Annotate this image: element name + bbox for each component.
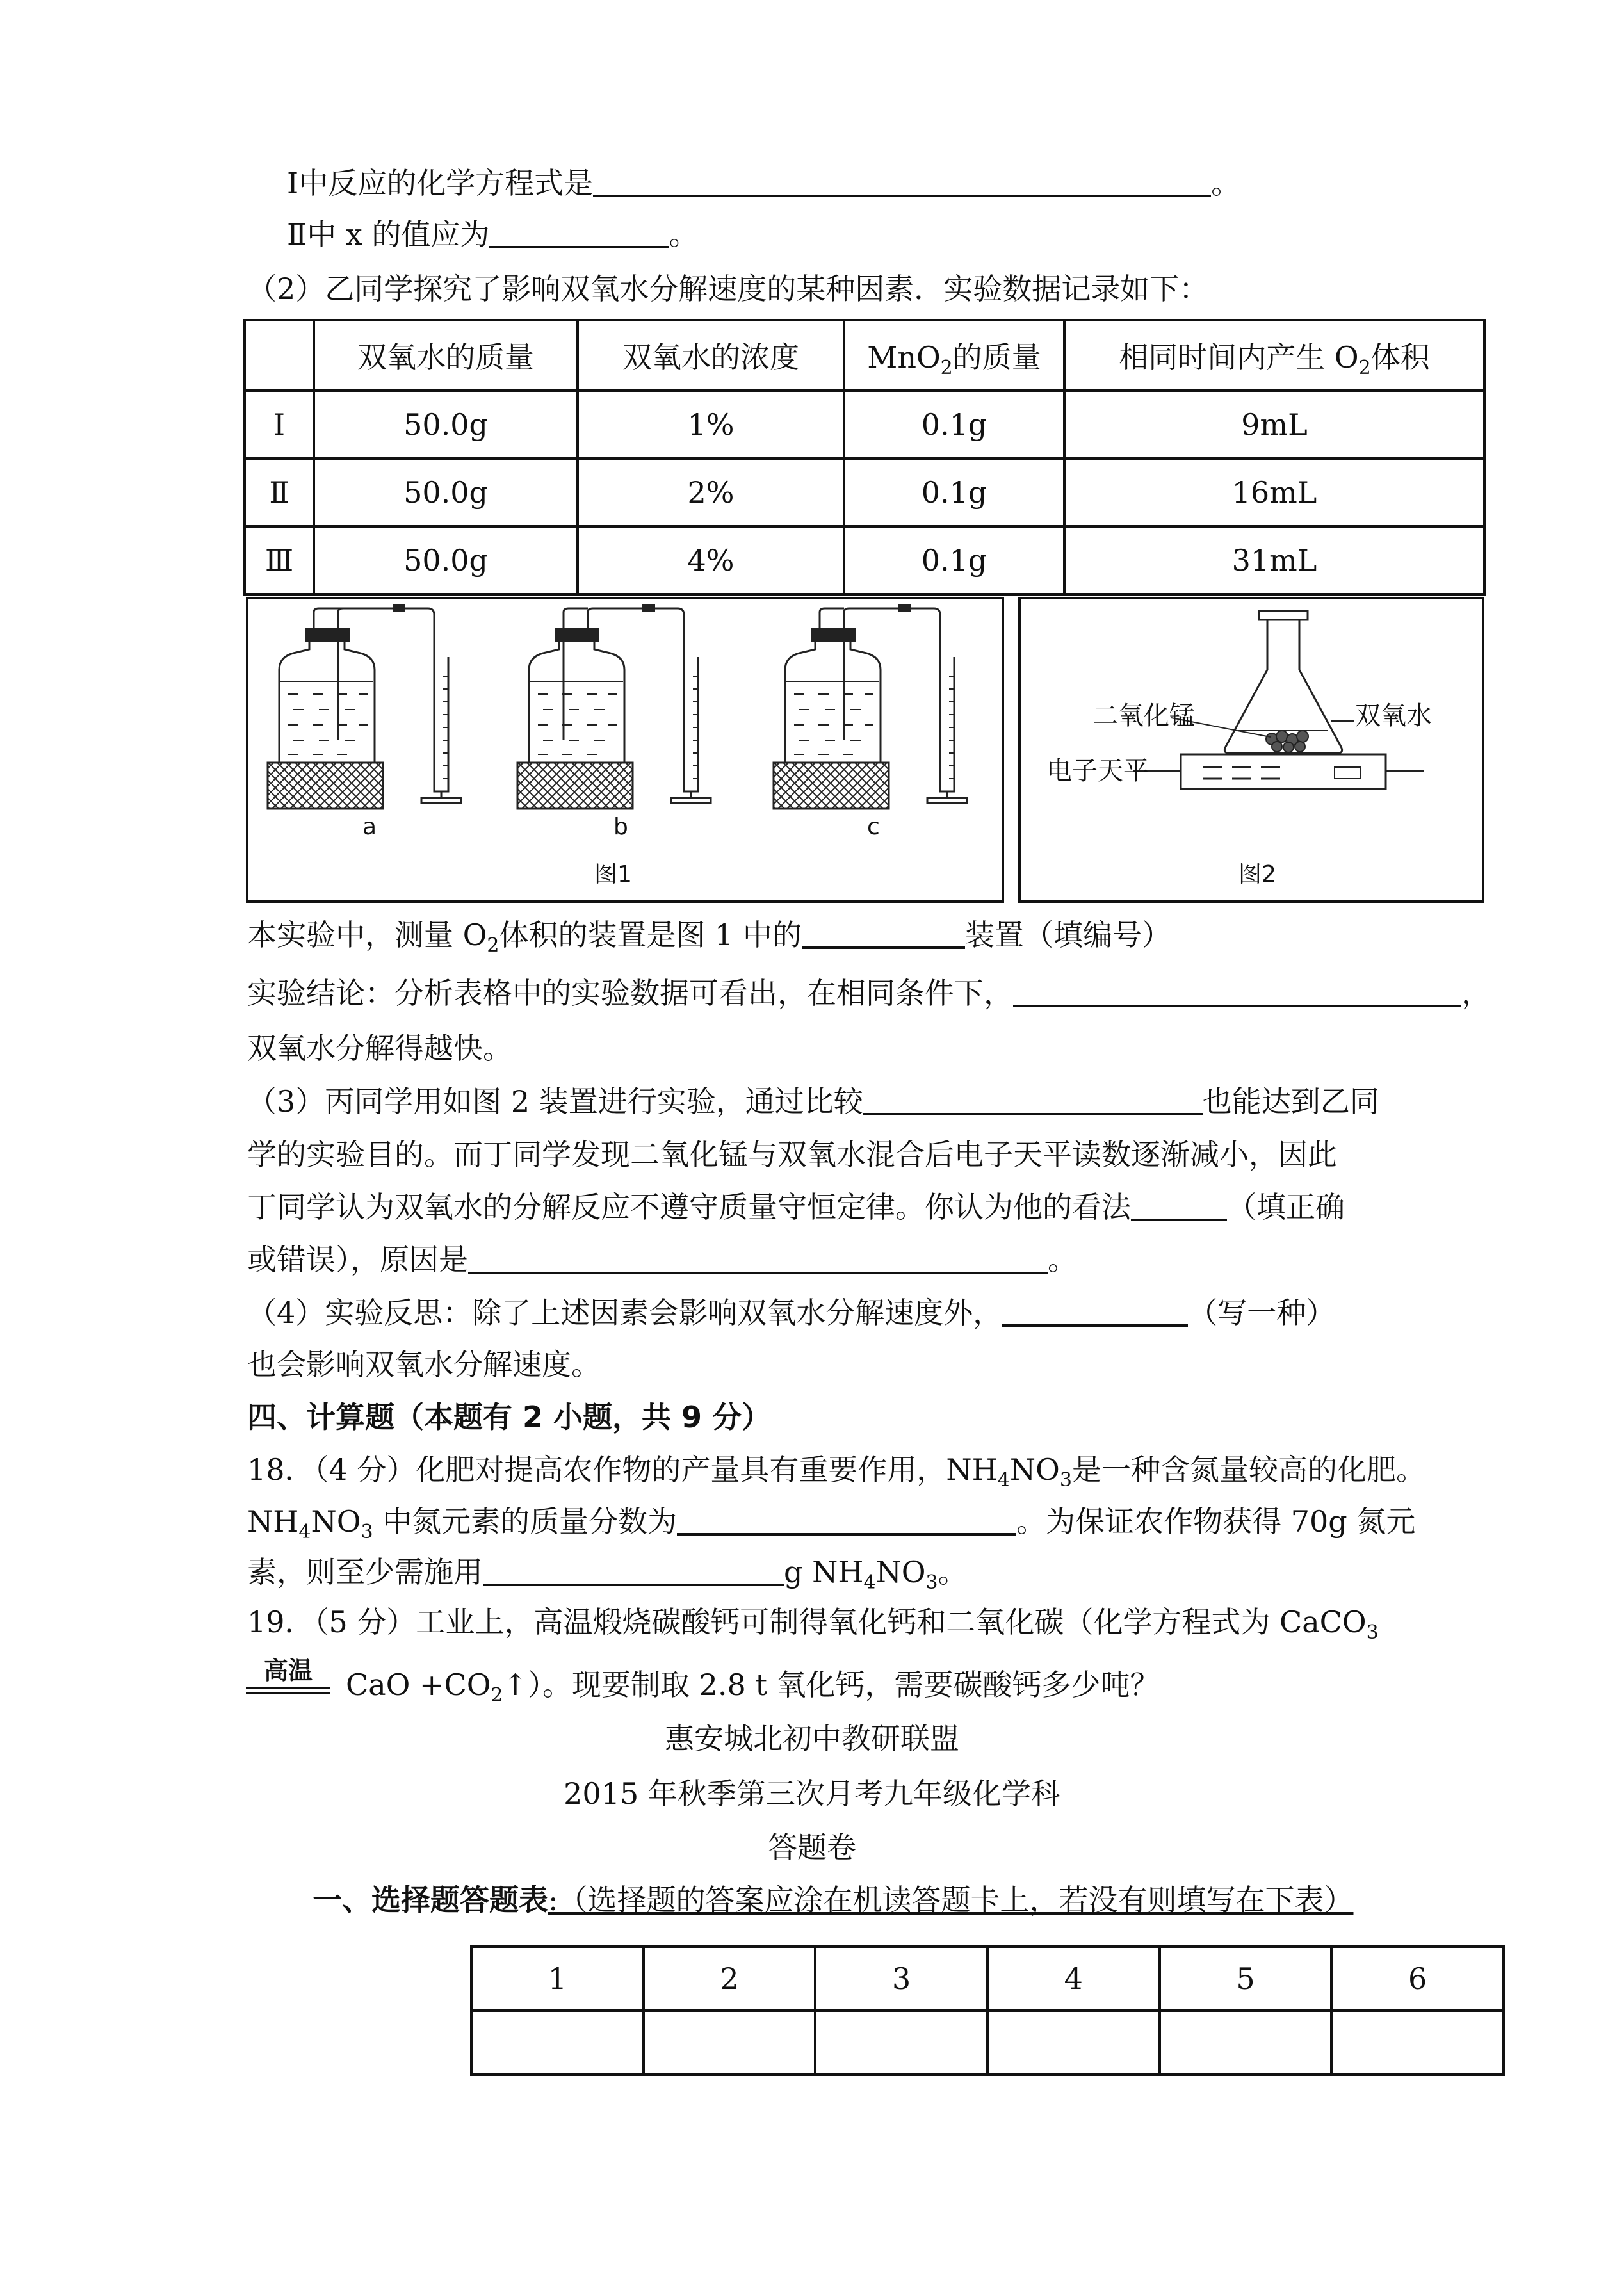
- q19-line-1: 19．（5 分）工业上，高温煅烧碳酸钙可制得氧化钙和二氧化碳（化学方程式为 CaCO$_3$: [247, 1605, 1379, 1644]
- header-mass: 双氧水的质量: [314, 320, 578, 391]
- cell-concentration: 4%: [578, 526, 844, 594]
- answer-sheet-title: 答题卷: [768, 1830, 856, 1865]
- answer-blank-conclusion[interactable]: [1013, 978, 1461, 1007]
- figure-2: [1018, 597, 1484, 903]
- answer-cell[interactable]: [1331, 2011, 1504, 2075]
- header-concentration: 双氧水的浓度: [578, 320, 844, 391]
- equation-line: Ⅰ中反应的化学方程式是 。: [287, 166, 1241, 200]
- figure-2-caption: 图2: [1238, 861, 1276, 888]
- cell-volume: 9mL: [1064, 391, 1484, 458]
- answer-cell[interactable]: [471, 2011, 644, 2075]
- table-row: [245, 391, 1484, 458]
- conclusion-line-2: 双氧水分解得越快。: [247, 1031, 512, 1066]
- answer-grid: [470, 1945, 1505, 2076]
- question-number: 1: [471, 1947, 644, 2011]
- part3-line-2: 学的实验目的。而丁同学发现二氧化锰与双氧水混合后电子天平读数逐渐减小，因此: [247, 1137, 1337, 1172]
- row-id: Ⅲ: [245, 526, 314, 594]
- cell-mno2: 0.1g: [844, 458, 1064, 526]
- conclusion-line: 实验结论：分析表格中的实验数据可看出，在相同条件下， ，: [247, 976, 1491, 1010]
- answer-blank-apparatus[interactable]: [802, 920, 965, 949]
- balance-flask-diagram: [1021, 599, 1482, 900]
- question-number: 2: [644, 1947, 816, 2011]
- figure-1: [246, 597, 1004, 903]
- label-b: b: [613, 814, 628, 840]
- measure-line: 本实验中，测量 $O_2$体积的装置是图 1 中的 装置（填编号）: [247, 918, 1171, 957]
- figure-1-caption: 图1: [594, 861, 632, 888]
- answer-cell[interactable]: [1160, 2011, 1332, 2075]
- cell-mass: 50.0g: [314, 458, 578, 526]
- q18-line-1: 18．（4 分）化肥对提高农作物的产量具有重要作用，$NH_4NO_3$是一种含氮量较高的化肥。: [247, 1452, 1425, 1491]
- cell-volume: 31mL: [1064, 526, 1484, 594]
- label-balance: 电子天平: [1046, 756, 1149, 786]
- answer-sheet-exam: 2015 年秋季第三次月考九年级化学科: [564, 1776, 1060, 1811]
- answer-blank-x[interactable]: [489, 219, 669, 248]
- answer-cell[interactable]: [987, 2011, 1160, 2075]
- part3-line-1: （3）丙同学用如图 2 装置进行实验，通过比较 也能达到乙同: [247, 1084, 1379, 1119]
- cell-concentration: 1%: [578, 391, 844, 458]
- answer-blank-other-factor[interactable]: [1002, 1297, 1188, 1327]
- part4-line-2: 也会影响双氧水分解速度。: [247, 1347, 601, 1382]
- table-row: [245, 526, 1484, 594]
- cell-volume: 16mL: [1064, 458, 1484, 526]
- q19-line-2: CaO $+CO_2↑$）。现要制取 2.8 t 氧化钙，需要碳酸钙多少吨？: [346, 1667, 1160, 1707]
- section-4-heading: 四、计算题（本题有 2 小题，共 9 分）: [247, 1400, 772, 1434]
- part2-intro: （2）乙同学探究了影响双氧水分解速度的某种因素．实验数据记录如下：: [247, 272, 1209, 306]
- label-a: a: [362, 814, 377, 840]
- label-c: c: [867, 814, 880, 840]
- row-id: Ⅱ: [245, 458, 314, 526]
- part3-line-4: 或错误），原因是 。: [247, 1242, 1077, 1277]
- answer-blank-opinion[interactable]: [1131, 1192, 1227, 1221]
- question-number: 5: [1160, 1947, 1332, 2011]
- answer-grid-row: [471, 2011, 1504, 2075]
- gas-collection-apparatus-diagram: [248, 599, 1002, 900]
- cell-mno2: 0.1g: [844, 391, 1064, 458]
- part4-line-1: （4）实验反思：除了上述因素会影响双氧水分解速度外， （写一种）: [247, 1295, 1336, 1330]
- row-id: Ⅰ: [245, 391, 314, 458]
- answer-blank-nh4no3-mass[interactable]: [483, 1557, 784, 1586]
- answer-blank-compare[interactable]: [863, 1086, 1203, 1115]
- q18-line-3: 素，则至少需施用 g $NH_4NO_3$。: [247, 1555, 968, 1594]
- experiment-table: [243, 319, 1486, 596]
- table-header-row: [245, 320, 1484, 391]
- question-number: 3: [815, 1947, 987, 2011]
- answer-sheet-org: 惠安城北初中教研联盟: [665, 1721, 959, 1756]
- label-mno2: 二氧化锰: [1092, 701, 1195, 731]
- header-empty: [245, 320, 314, 391]
- answer-blank-reason[interactable]: [468, 1245, 1048, 1274]
- header-o2-volume: 相同时间内产生 $O_2$体积: [1064, 320, 1484, 391]
- cell-mass: 50.0g: [314, 391, 578, 458]
- cell-concentration: 2%: [578, 458, 844, 526]
- cell-mass: 50.0g: [314, 526, 578, 594]
- cell-mno2: 0.1g: [844, 526, 1064, 594]
- apparatus-a: [268, 604, 461, 809]
- answer-blank-equation[interactable]: [593, 168, 1211, 197]
- answer-blank-n-fraction[interactable]: [677, 1506, 1016, 1536]
- apparatus-b: [517, 604, 711, 809]
- answer-grid-header: [471, 1947, 1504, 2011]
- answer-cell[interactable]: [644, 2011, 816, 2075]
- x-value-line: Ⅱ中 x 的值应为 。: [287, 217, 699, 252]
- part3-line-3: 丁同学认为双氧水的分解反应不遵守质量守恒定律。你认为他的看法 （填正确: [247, 1190, 1345, 1224]
- question-number: 6: [1331, 1947, 1504, 2011]
- q18-line-2: $NH_4NO_3$ 中氮元素的质量分数为 。为保证农作物获得 70g 氮元: [247, 1504, 1416, 1543]
- question-number: 4: [987, 1947, 1160, 2011]
- apparatus-c: [774, 604, 967, 809]
- answer-cell[interactable]: [815, 2011, 987, 2075]
- section-1-heading: 一、选择题答题表:（选择题的答案应涂在机读答题卡上，若没有则填写在下表）: [313, 1883, 1354, 1917]
- table-row: [245, 458, 1484, 526]
- reaction-condition: 高温: [246, 1658, 330, 1694]
- label-h2o2: 双氧水: [1355, 701, 1432, 731]
- header-mno2-mass: MnO$_2$的质量: [844, 320, 1064, 391]
